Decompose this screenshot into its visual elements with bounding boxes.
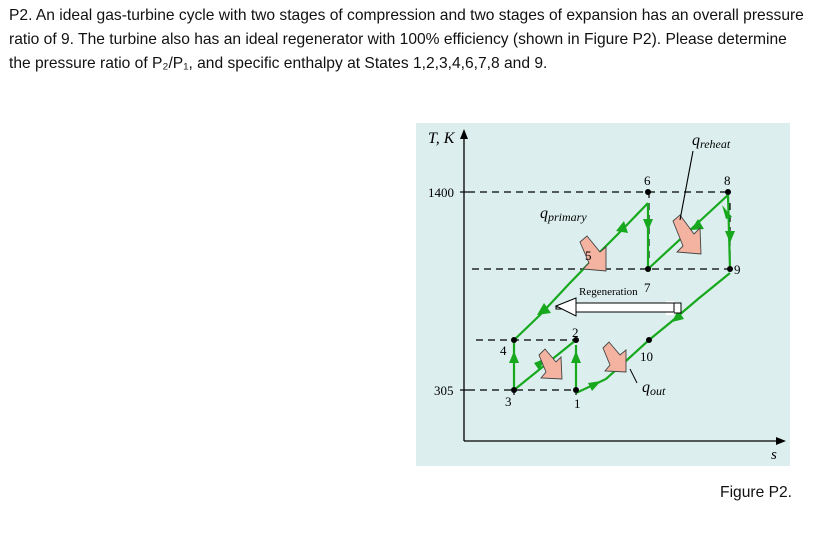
state-label-8: 8: [724, 173, 731, 188]
state-label-2: 2: [572, 325, 579, 340]
state-label-10: 10: [640, 349, 653, 364]
tick-label-305: 305: [434, 383, 454, 398]
state-label-6: 6: [644, 173, 651, 188]
q-reheat-label: qreheat: [692, 132, 731, 151]
state-label-5: 5: [585, 248, 592, 263]
problem-statement: [9, 4, 809, 76]
ts-diagram: [416, 123, 790, 466]
regeneration-label: Regeneration: [579, 286, 638, 298]
y-axis-label: T, K: [428, 130, 455, 147]
ts-diagram-svg: [416, 123, 790, 466]
state-label-4: 4: [500, 343, 507, 358]
tick-label-1400: 1400: [428, 185, 454, 200]
state-label-1: 1: [574, 396, 581, 411]
state-label-3: 3: [505, 394, 512, 409]
problem-text: P2. An ideal gas-turbine cycle with two stages of compression and two stages of expansion has an overall pressure ratio of 9. The turbine also has an ideal regenerator with 100% efficiency (shown in Figure P2). Please determine the pressure ratio of P₂/P₁, and specific enthalpy at States 1,2,3,4,6,7,8 and 9.: [9, 7, 804, 72]
x-axis-label: s: [771, 447, 777, 463]
q-primary-label: qprimary: [540, 205, 587, 224]
state-label-7: 7: [644, 280, 651, 295]
q-out-label: qout: [642, 379, 666, 398]
state-label-9: 9: [734, 262, 741, 277]
figure-caption: Figure P2.: [720, 484, 792, 501]
